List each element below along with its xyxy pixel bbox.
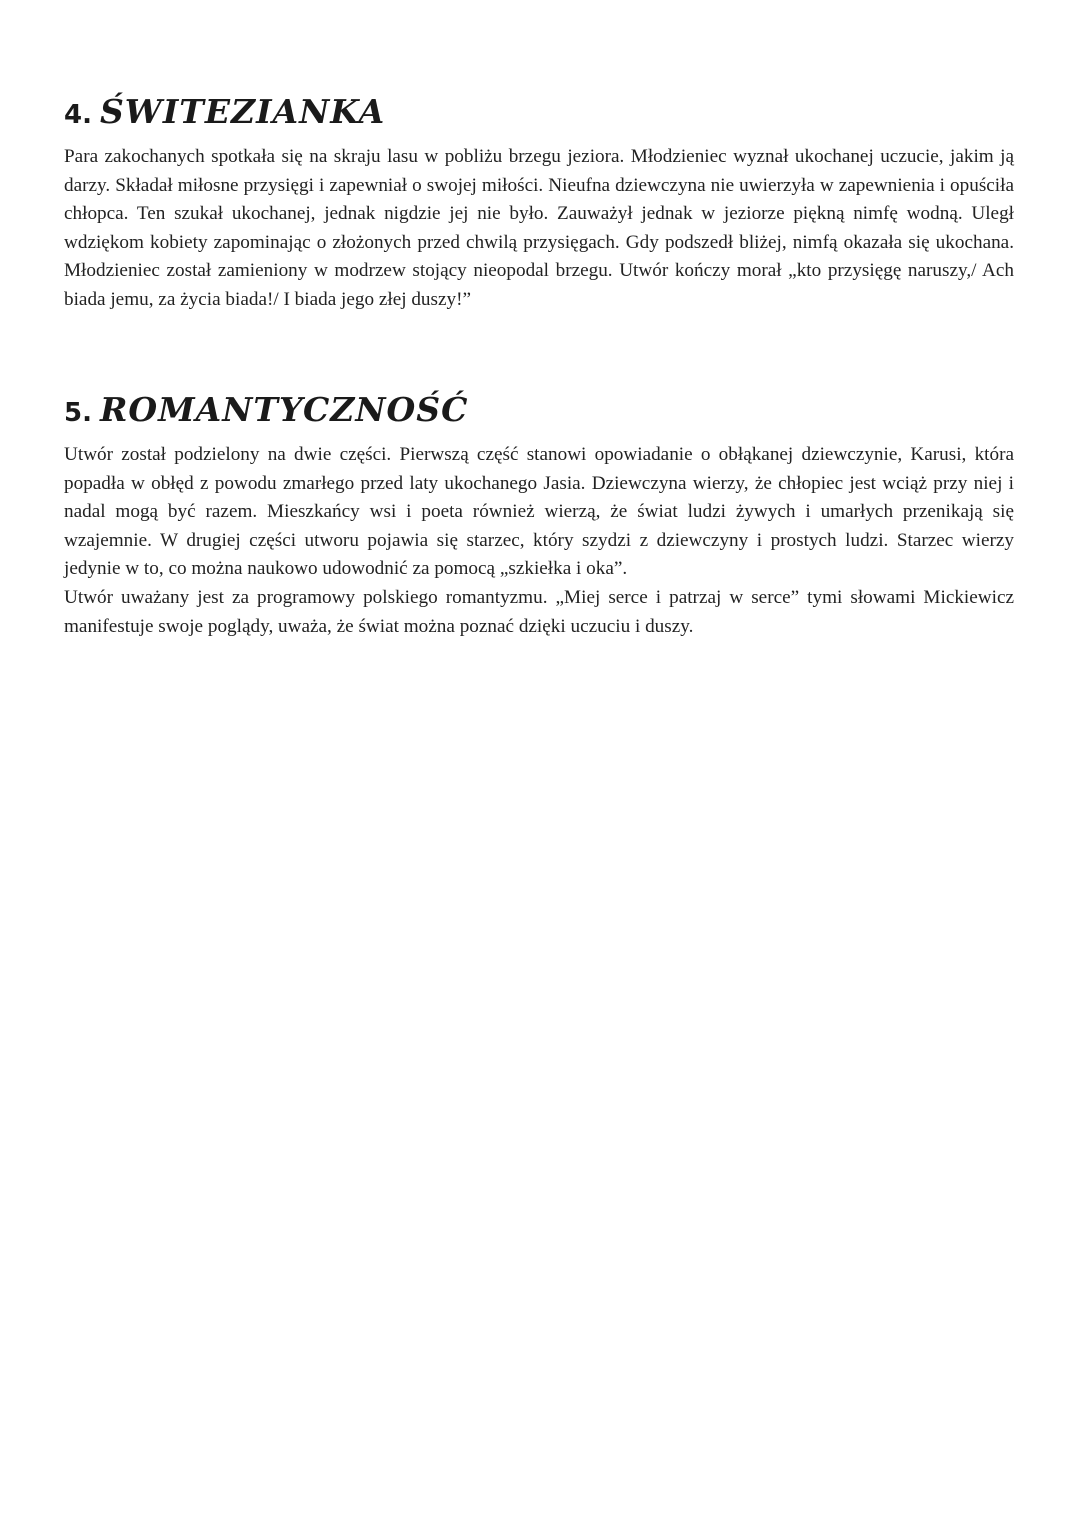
section-romantycznosc xyxy=(64,390,1014,641)
section-paragraph: Utwór uważany jest za programowy polskiego romantyzmu. „Miej serce i patrzaj w serce” tymi słowami Mickiewicz manifestuje swoje poglądy, uważa, że świat można poznać dzięki uczuciu i duszy. xyxy=(64,586,1014,637)
section-paragraph: Utwór został podzielony na dwie części. Pierwszą część stanowi opowiadanie o obłąkanej dziewczynie, Karusi, która popadła w obłęd z powodu zmarłego przed laty ukochanego Jasia. Dziewczyna wierzy, że chłopiec jest wciąż przy niej i nadal mogą być razem. Mieszkańcy wsi i poeta również wierzą, że świat ludzi żywych i umarłych przenikają się wzajemnie. W drugiej części utworu pojawia się starzec, który szydzi z dziewczyny i prostych ludzi. Starzec wierzy jedynie w to, co można naukowo udowodnić za pomocą „szkiełka i oka”. xyxy=(64,444,1014,580)
section-heading xyxy=(64,390,1014,429)
section-heading xyxy=(64,92,1014,131)
section-title: ROMANTYCZNOŚĆ xyxy=(99,390,469,429)
section-title: ŚWITEZIANKA xyxy=(99,92,386,131)
section-switezianka xyxy=(64,92,1014,315)
section-paragraph: Para zakochanych spotkała się na skraju lasu w pobliżu brzegu jeziora. Młodzieniec wyznał ukochanej uczucie, jakim ją darzy. Składał miłosne przysięgi i zapewniał o swojej miłości. Nieufna dziewczyna nie uwierzyła w zapewnienia i opuściła chłopca. Ten szukał ukochanej, jednak nigdzie jej nie było. Zauważył jednak w jeziorze piękną nimfę wodną. Uległ wdziękom kobiety zapominając o złożonych przed chwilą przysięgach. Gdy podszedł bliżej, nimfą okazała się ukochana. Młodzieniec został zamieniony w modrzew stojący nieopodal brzegu. Utwór kończy morał „kto przysięgę naruszy,/ Ach biada jemu, za życia biada!/ I biada jego złej duszy!” xyxy=(64,146,1014,310)
section-number: 4. xyxy=(64,100,92,130)
section-number: 5. xyxy=(64,398,92,428)
